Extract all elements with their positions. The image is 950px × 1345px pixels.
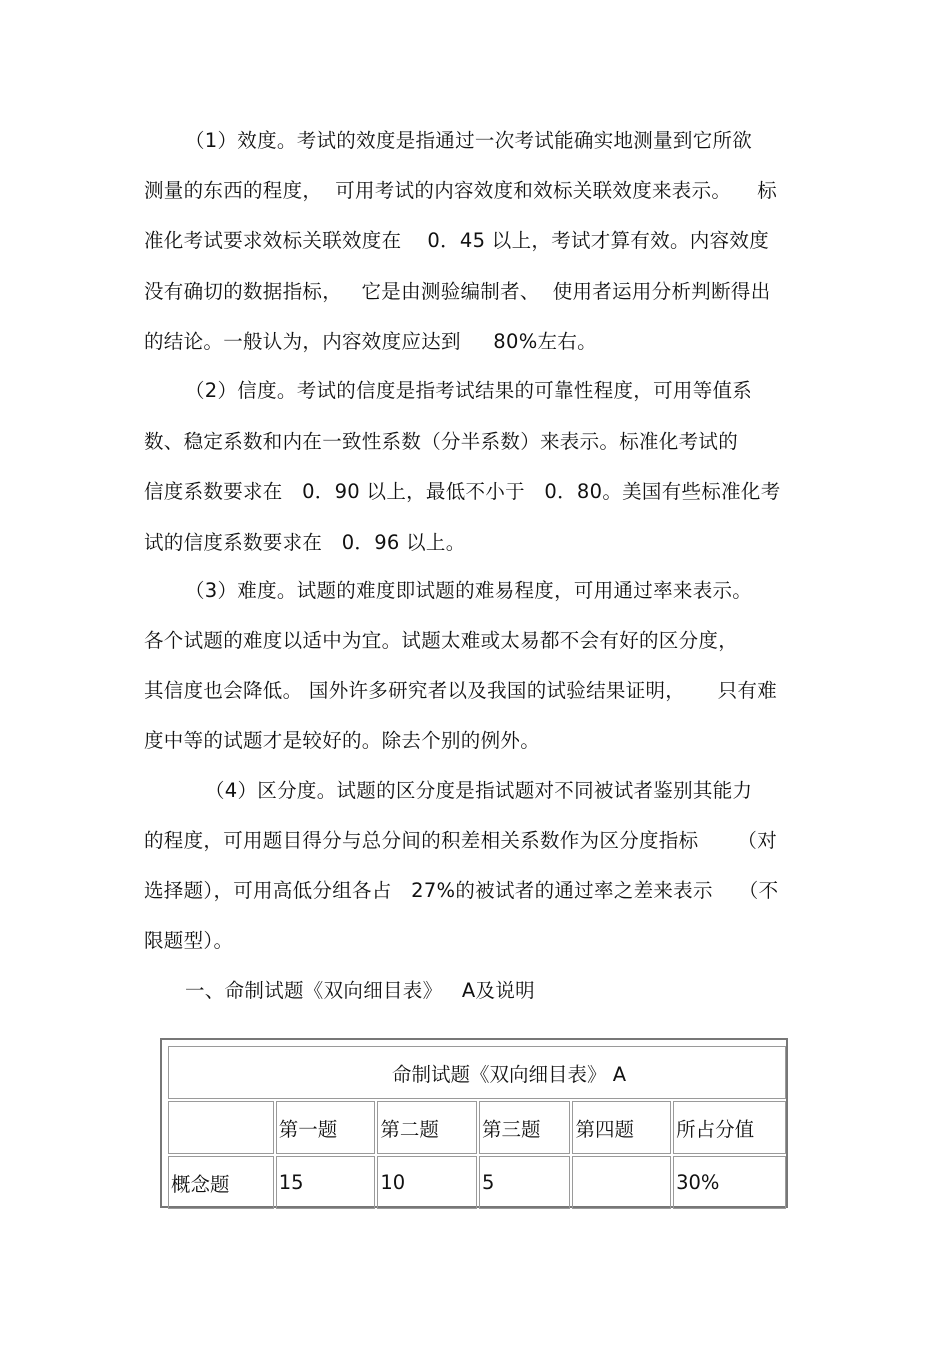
reliability-line-2: 数、稳定系数和内在一致性系数（分半系数）来表示。标准化考试的: [144, 430, 739, 453]
discrimination-line-3: 选择题），可用高低分组各占 27%的被试者的通过率之差来表示 （不: [144, 879, 779, 902]
table-cell: 5: [479, 1156, 571, 1209]
header-cell-q3: 第三题: [479, 1101, 571, 1154]
discrimination-line-1: （4）区分度。试题的区分度是指试题对不同被试者鉴别其能力: [205, 779, 753, 802]
header-cell-q2: 第二题: [377, 1101, 477, 1154]
validity-line-3: 准化考试要求效标关联效度在 0．45 以上，考试才算有效。内容效度: [144, 229, 770, 252]
reliability-line-3: 信度系数要求在 0．90 以上，最低不小于 0．80。美国有些标准化考: [144, 480, 781, 503]
validity-line-2: 测量的东西的程度， 可用考试的内容效度和效标关联效度来表示。 标: [144, 179, 777, 202]
two-way-specification-table: [160, 1038, 788, 1208]
difficulty-line-4: 度中等的试题才是较好的。除去个别的例外。: [144, 729, 541, 752]
discrimination-line-2: 的程度，可用题目得分与总分间的积差相关系数作为区分度指标 （对: [144, 829, 777, 852]
table-row: [168, 1156, 786, 1209]
discrimination-line-4: 限题型）。: [144, 929, 234, 952]
validity-line-5: 的结论。一般认为，内容效度应达到 80%左右。: [144, 330, 597, 353]
header-cell-q1: 第一题: [276, 1101, 376, 1154]
validity-line-1: （1）效度。考试的效度是指通过一次考试能确实地测量到它所欲: [185, 129, 753, 152]
difficulty-line-1: （3）难度。试题的难度即试题的难易程度，可用通过率来表示。: [185, 579, 753, 602]
table-title-row: [168, 1046, 786, 1099]
table-header-row: [168, 1101, 786, 1154]
section-heading: 一、命制试题《双向细目表》 A及说明: [185, 979, 535, 1002]
table-title: 命制试题《双向细目表》 A: [168, 1046, 786, 1099]
header-cell-score: 所占分值: [673, 1101, 786, 1154]
table-cell: [572, 1156, 671, 1209]
table-cell: 10: [377, 1156, 477, 1209]
difficulty-line-3: 其信度也会降低。 国外许多研究者以及我国的试验结果证明， 只有难: [144, 679, 777, 702]
header-cell-q4: 第四题: [572, 1101, 671, 1154]
row-label: 概念题: [168, 1156, 274, 1209]
validity-line-4: 没有确切的数据指标， 它是由测验编制者、 使用者运用分析判断得出: [144, 280, 771, 303]
table-cell: 30%: [673, 1156, 786, 1209]
table-cell: 15: [276, 1156, 376, 1209]
difficulty-line-2: 各个试题的难度以适中为宜。试题太难或太易都不会有好的区分度，: [144, 629, 739, 652]
header-cell-empty: [168, 1101, 274, 1154]
reliability-line-1: （2）信度。考试的信度是指考试结果的可靠性程度，可用等值系: [185, 379, 753, 402]
reliability-line-4: 试的信度系数要求在 0．96 以上。: [144, 531, 466, 554]
